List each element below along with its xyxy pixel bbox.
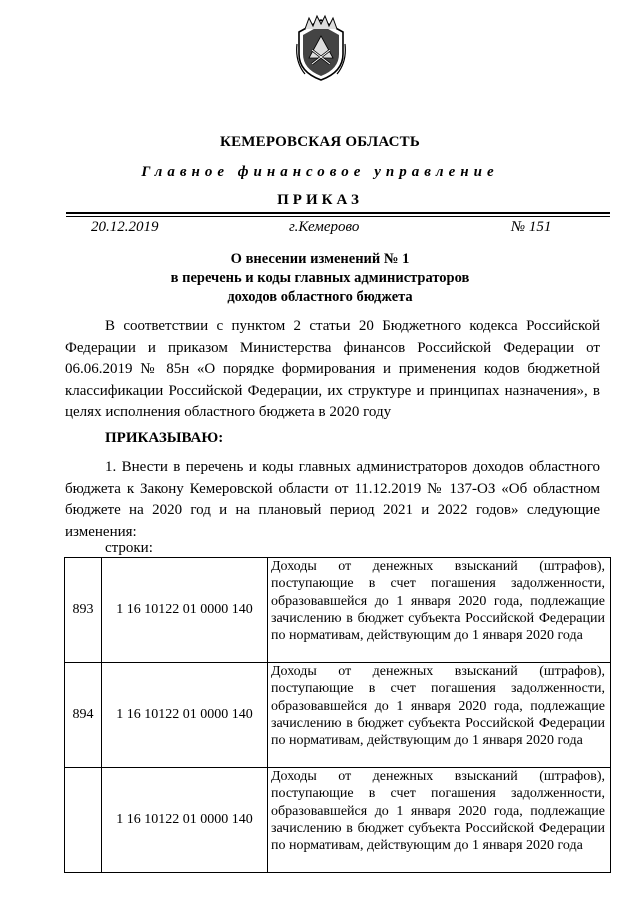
department-title: Главное финансовое управление <box>141 164 499 180</box>
admin-code-cell: 893 <box>65 558 102 663</box>
order-word: ПРИКАЗЫВАЮ: <box>105 430 224 446</box>
document-type: ПРИКАЗ <box>277 192 363 208</box>
budget-code-cell: 1 16 10122 01 0000 140 <box>102 768 268 873</box>
subject-line-2: в перечень и коды главных администраторов <box>170 270 470 286</box>
income-description-cell: Доходы от денежных взысканий (штрафов), поступающие в счет погашения задолженности, образовавшейся до 1 января 2020 года, подлежащие зачислению в бюджет субъекта Российской Федерации по нормативам, действующим до 1 января 2020 года <box>268 558 611 663</box>
changes-table <box>64 557 611 873</box>
table-row <box>65 663 611 768</box>
table-row <box>65 768 611 873</box>
income-description-cell: Доходы от денежных взысканий (штрафов), поступающие в счет погашения задолженности, образовавшейся до 1 января 2020 года, подлежащие зачислению в бюджет субъекта Российской Федерации по нормативам, действующим до 1 января 2020 года <box>268 663 611 768</box>
subject-line-3: доходов областного бюджета <box>227 289 413 305</box>
income-description-cell: Доходы от денежных взысканий (штрафов), поступающие в счет погашения задолженности, образовавшейся до 1 января 2020 года, подлежащие зачислению в бюджет субъекта Российской Федерации по нормативам, действующим до 1 января 2020 года <box>268 768 611 873</box>
admin-code-cell: 894 <box>65 663 102 768</box>
rows-label: строки: <box>105 540 153 556</box>
subject-line-1: О внесении изменений № 1 <box>230 251 410 267</box>
budget-code-cell: 1 16 10122 01 0000 140 <box>102 558 268 663</box>
coat-of-arms-emblem <box>295 14 347 84</box>
header-divider-thick <box>66 212 610 214</box>
preamble-paragraph: В соответствии с пунктом 2 статьи 20 Бюджетного кодекса Российской Федерации и приказом Министерства финансов Российской Федерации от 06.06.2019 № 85н «О порядке формирования и применения кодов бюджетной классификации Российской Федерации, их структуре и принципах назначения», в целях исполнения областного бюджета в 2020 году <box>65 318 600 421</box>
budget-code-cell: 1 16 10122 01 0000 140 <box>102 663 268 768</box>
header-divider-thin <box>66 216 610 217</box>
document-subject <box>0 250 640 307</box>
item-1-paragraph: 1. Внести в перечень и коды главных администраторов доходов областного бюджета к Закону Кемеровской области от 11.12.2019 № 137-ОЗ «Об областном бюджете на 2020 год и на плановый период 2021 и 2022 годов» следующие изменения: <box>65 459 600 540</box>
document-city: г.Кемерово <box>289 219 360 235</box>
table-row <box>65 558 611 663</box>
document-date: 20.12.2019 <box>91 219 159 235</box>
document-number: № 151 <box>511 219 552 235</box>
admin-code-cell <box>65 768 102 873</box>
region-title: КЕМЕРОВСКАЯ ОБЛАСТЬ <box>220 134 420 150</box>
